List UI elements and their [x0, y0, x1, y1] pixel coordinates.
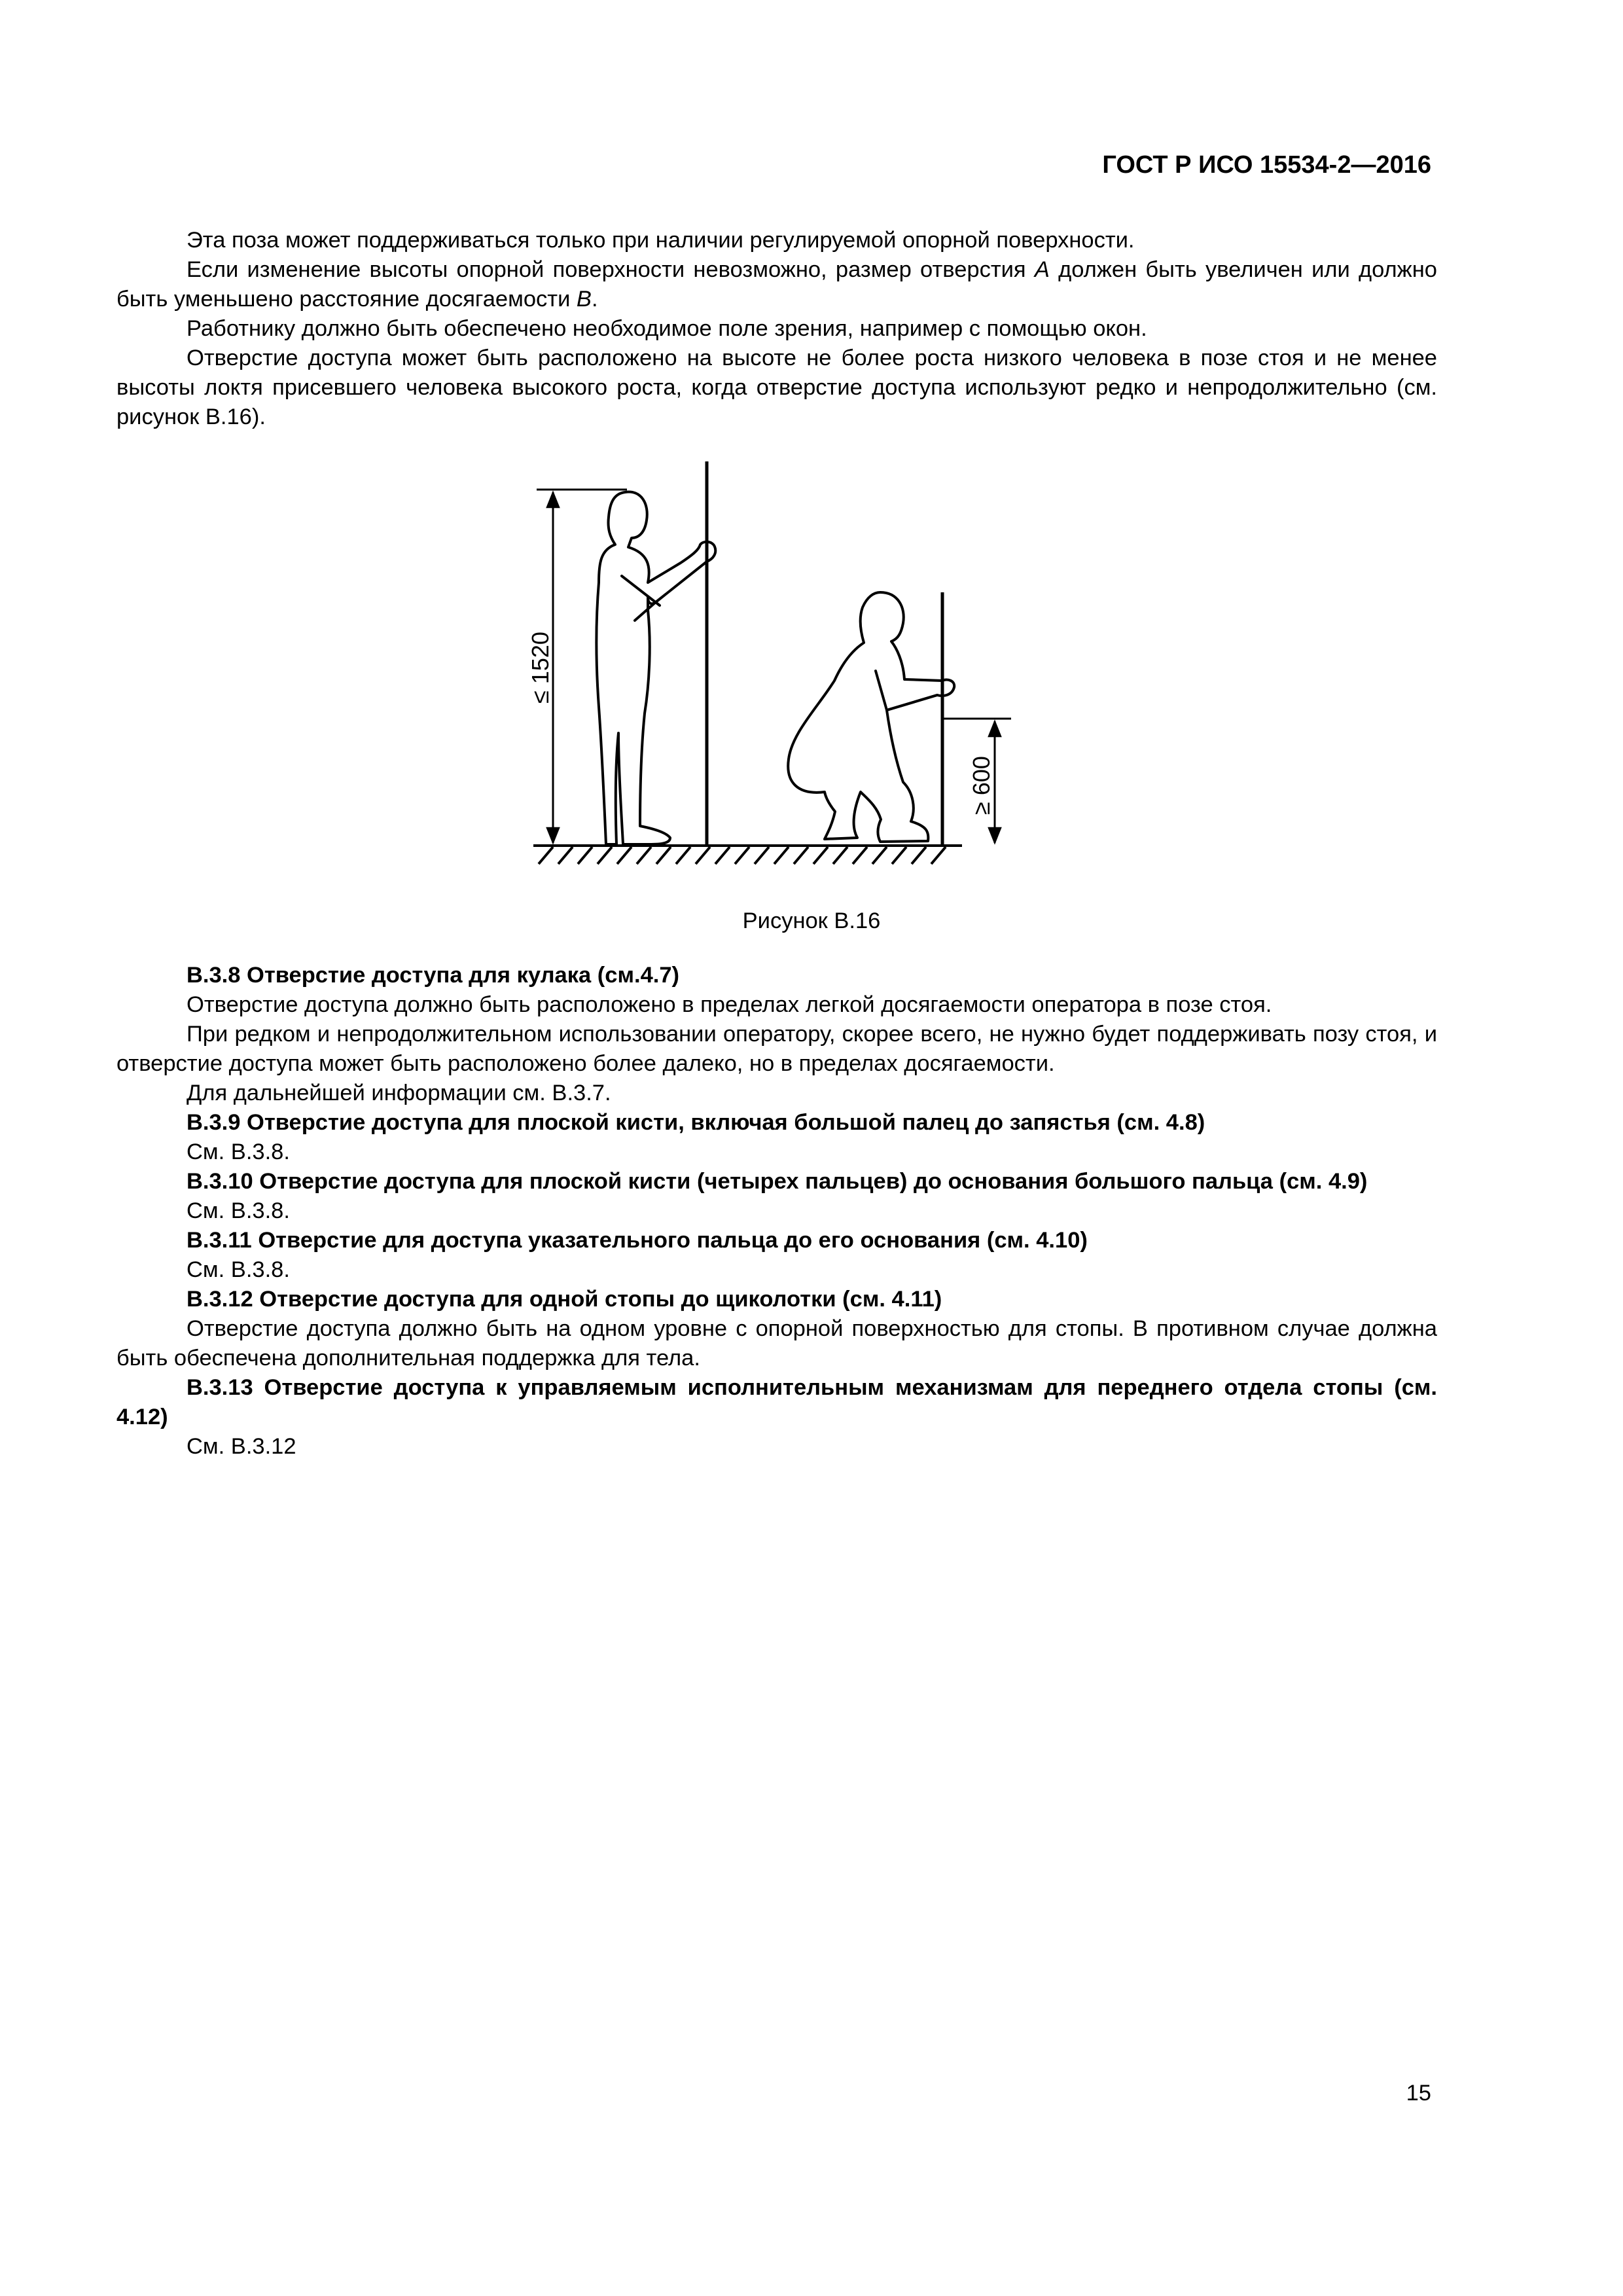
sections-text [116, 961, 1437, 1462]
dimension-standing-label: ≤ 1520 [527, 632, 554, 704]
variable-a: А [1034, 257, 1050, 282]
standing-person [596, 492, 715, 844]
document-designation: ГОСТ Р ИСО 15534-2—2016 [1102, 151, 1431, 179]
figure-b16 [0, 0, 1623, 916]
page-number: 15 [1406, 2081, 1431, 2106]
text-run: Если изменение высоты опорной поверхности невозможно, размер отверстия [187, 257, 1035, 282]
paragraph: См. В.3.8. [187, 1139, 290, 1164]
text-run: должен быть увеличен или должно быть уменьшено расстояние досягаемости [116, 257, 1437, 312]
paragraph: Работнику должно быть обеспечено необходимое поле зрения, например с помощью окон. [187, 316, 1147, 341]
section-title-b39: В.3.9 Отверстие доступа для плоской кисти, включая большой палец до запястья (см. 4.8) [187, 1110, 1205, 1135]
paragraph: См. В.3.8. [187, 1257, 290, 1282]
variable-b: B [576, 287, 592, 312]
section-title-b312: В.3.12 Отверстие доступа для одной стопы до щиколотки (см. 4.11) [187, 1287, 942, 1312]
paragraph: Для дальнейшей информации см. В.3.7. [187, 1081, 611, 1105]
paragraph: Отверстие доступа должно быть на одном уровне с опорной поверхностью для стопы. В противном случае должна быть обеспечена дополнительная поддержка для тела. [116, 1316, 1437, 1371]
paragraph: См. В.3.8. [187, 1198, 290, 1223]
intro-text [116, 226, 1437, 432]
crouching-person [788, 592, 954, 842]
paragraph: См. В.3.12 [187, 1434, 296, 1459]
dimension-crouching-label: ≥ 600 [968, 756, 995, 815]
dimension-standing [537, 490, 627, 843]
paragraph [116, 255, 1437, 314]
section-title-b310: В.3.10 Отверстие доступа для плоской кисти (четырех пальцев) до основания большого пальца (см. 4.9) [187, 1169, 1368, 1194]
paragraph: Эта поза может поддерживаться только при наличии регулируемой опорной поверхности. [187, 228, 1135, 253]
paragraph: Отверстие доступа должно быть расположено в пределах легкой досягаемости оператора в позе стоя. [187, 992, 1272, 1017]
section-title-b313: В.3.13 Отверстие доступа к управляемым исполнительным механизмам для переднего отдела стопы (см. 4.12) [116, 1375, 1437, 1429]
figure-caption: Рисунок В.16 [742, 908, 881, 933]
text-run: . [591, 287, 598, 312]
paragraph: При редком и непродолжительном использовании оператору, скорее всего, не нужно будет поддерживать позу стоя, и отверстие доступа может быть расположено более далеко, но в пределах досягаемости. [116, 1022, 1437, 1076]
section-title-b311: В.3.11 Отверстие для доступа указательного пальца до его основания (см. 4.10) [187, 1228, 1088, 1253]
dimension-crouching [942, 719, 1011, 843]
section-title-b38: В.3.8 Отверстие доступа для кулака (см.4.7) [187, 963, 680, 988]
paragraph: Отверстие доступа может быть расположено на высоте не более роста низкого человека в позе стоя и не менее высоты локтя присевшего человека высокого роста, когда отверстие доступа используют редко и непродолжительно (см. рисунок В.16). [116, 346, 1437, 429]
floor-hatching [533, 846, 962, 864]
